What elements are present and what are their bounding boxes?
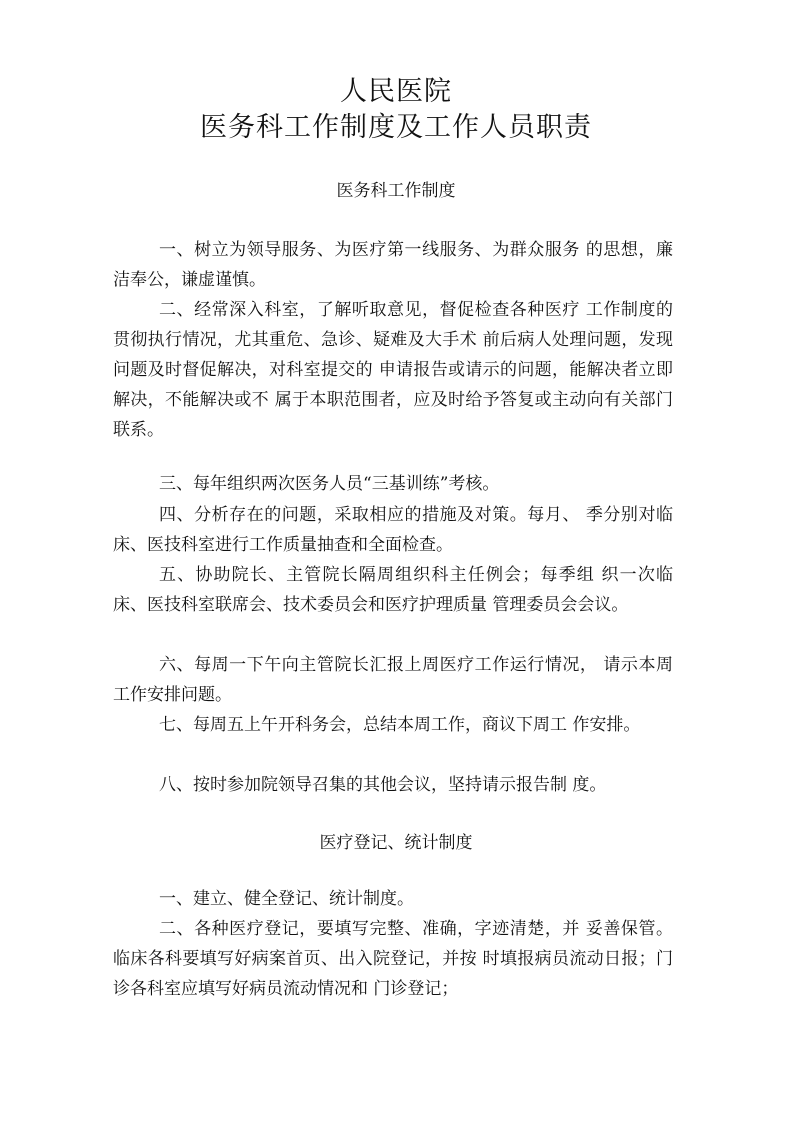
paragraph-rule-1: 一、树立为领导服务、为医疗第一线服务、为群众服务 的思想，廉洁奉公，谦虚谨慎。	[113, 240, 673, 290]
section-heading-work-rules: 医务科工作制度	[336, 181, 456, 201]
paragraph-rule-4: 四、分析存在的问题，采取相应的措施及对策。每月、 季分别对临床、医技科室进行工作质量抽查和全面检查。	[113, 505, 673, 555]
paragraph-registration-1: 一、建立、健全登记、统计制度。	[159, 889, 414, 909]
document-title-hospital: 人民医院	[340, 76, 452, 107]
paragraph-rule-5: 五、协助院长、主管院长隔周组织科主任例会；每季组 织一次临床、医技科室联席会、技术委员会和医疗护理质量 管理委员会会议。	[113, 565, 673, 615]
paragraph-rule-3: 三、每年组织两次医务人员“三基训练”考核。	[159, 474, 500, 494]
section-heading-registration-statistics: 医疗登记、统计制度	[319, 833, 473, 853]
paragraph-rule-7: 七、每周五上午开科务会，总结本周工作，商议下周工 作安排。	[159, 715, 641, 735]
document-title-main: 医务科工作制度及工作人员职责	[200, 112, 592, 143]
paragraph-rule-2: 二、经常深入科室，了解听取意见，督促检查各种医疗 工作制度的贯彻执行情况，尤其重危、急诊、疑难及大手术 前后病人处理问题，发现问题及时督促解决，对科室提交的 申请报告或请示的问题，能解决者立即解决，不能解决或不 属于本职范围者，应及时给予答复或主动向有关部门联系。	[113, 300, 673, 440]
paragraph-rule-8: 八、按时参加院领导召集的其他会议，坚持请示报告制 度。	[159, 775, 607, 795]
paragraph-registration-2: 二、各种医疗登记，要填写完整、准确，字迹清楚，并 妥善保管。临床各科要填写好病案首页、出入院登记，并按 时填报病员流动日报；门诊各科室应填写好病员流动情况和 门诊登记；	[113, 919, 673, 999]
paragraph-rule-6: 六、每周一下午向主管院长汇报上周医疗工作运行情况， 请示本周工作安排问题。	[113, 655, 673, 705]
